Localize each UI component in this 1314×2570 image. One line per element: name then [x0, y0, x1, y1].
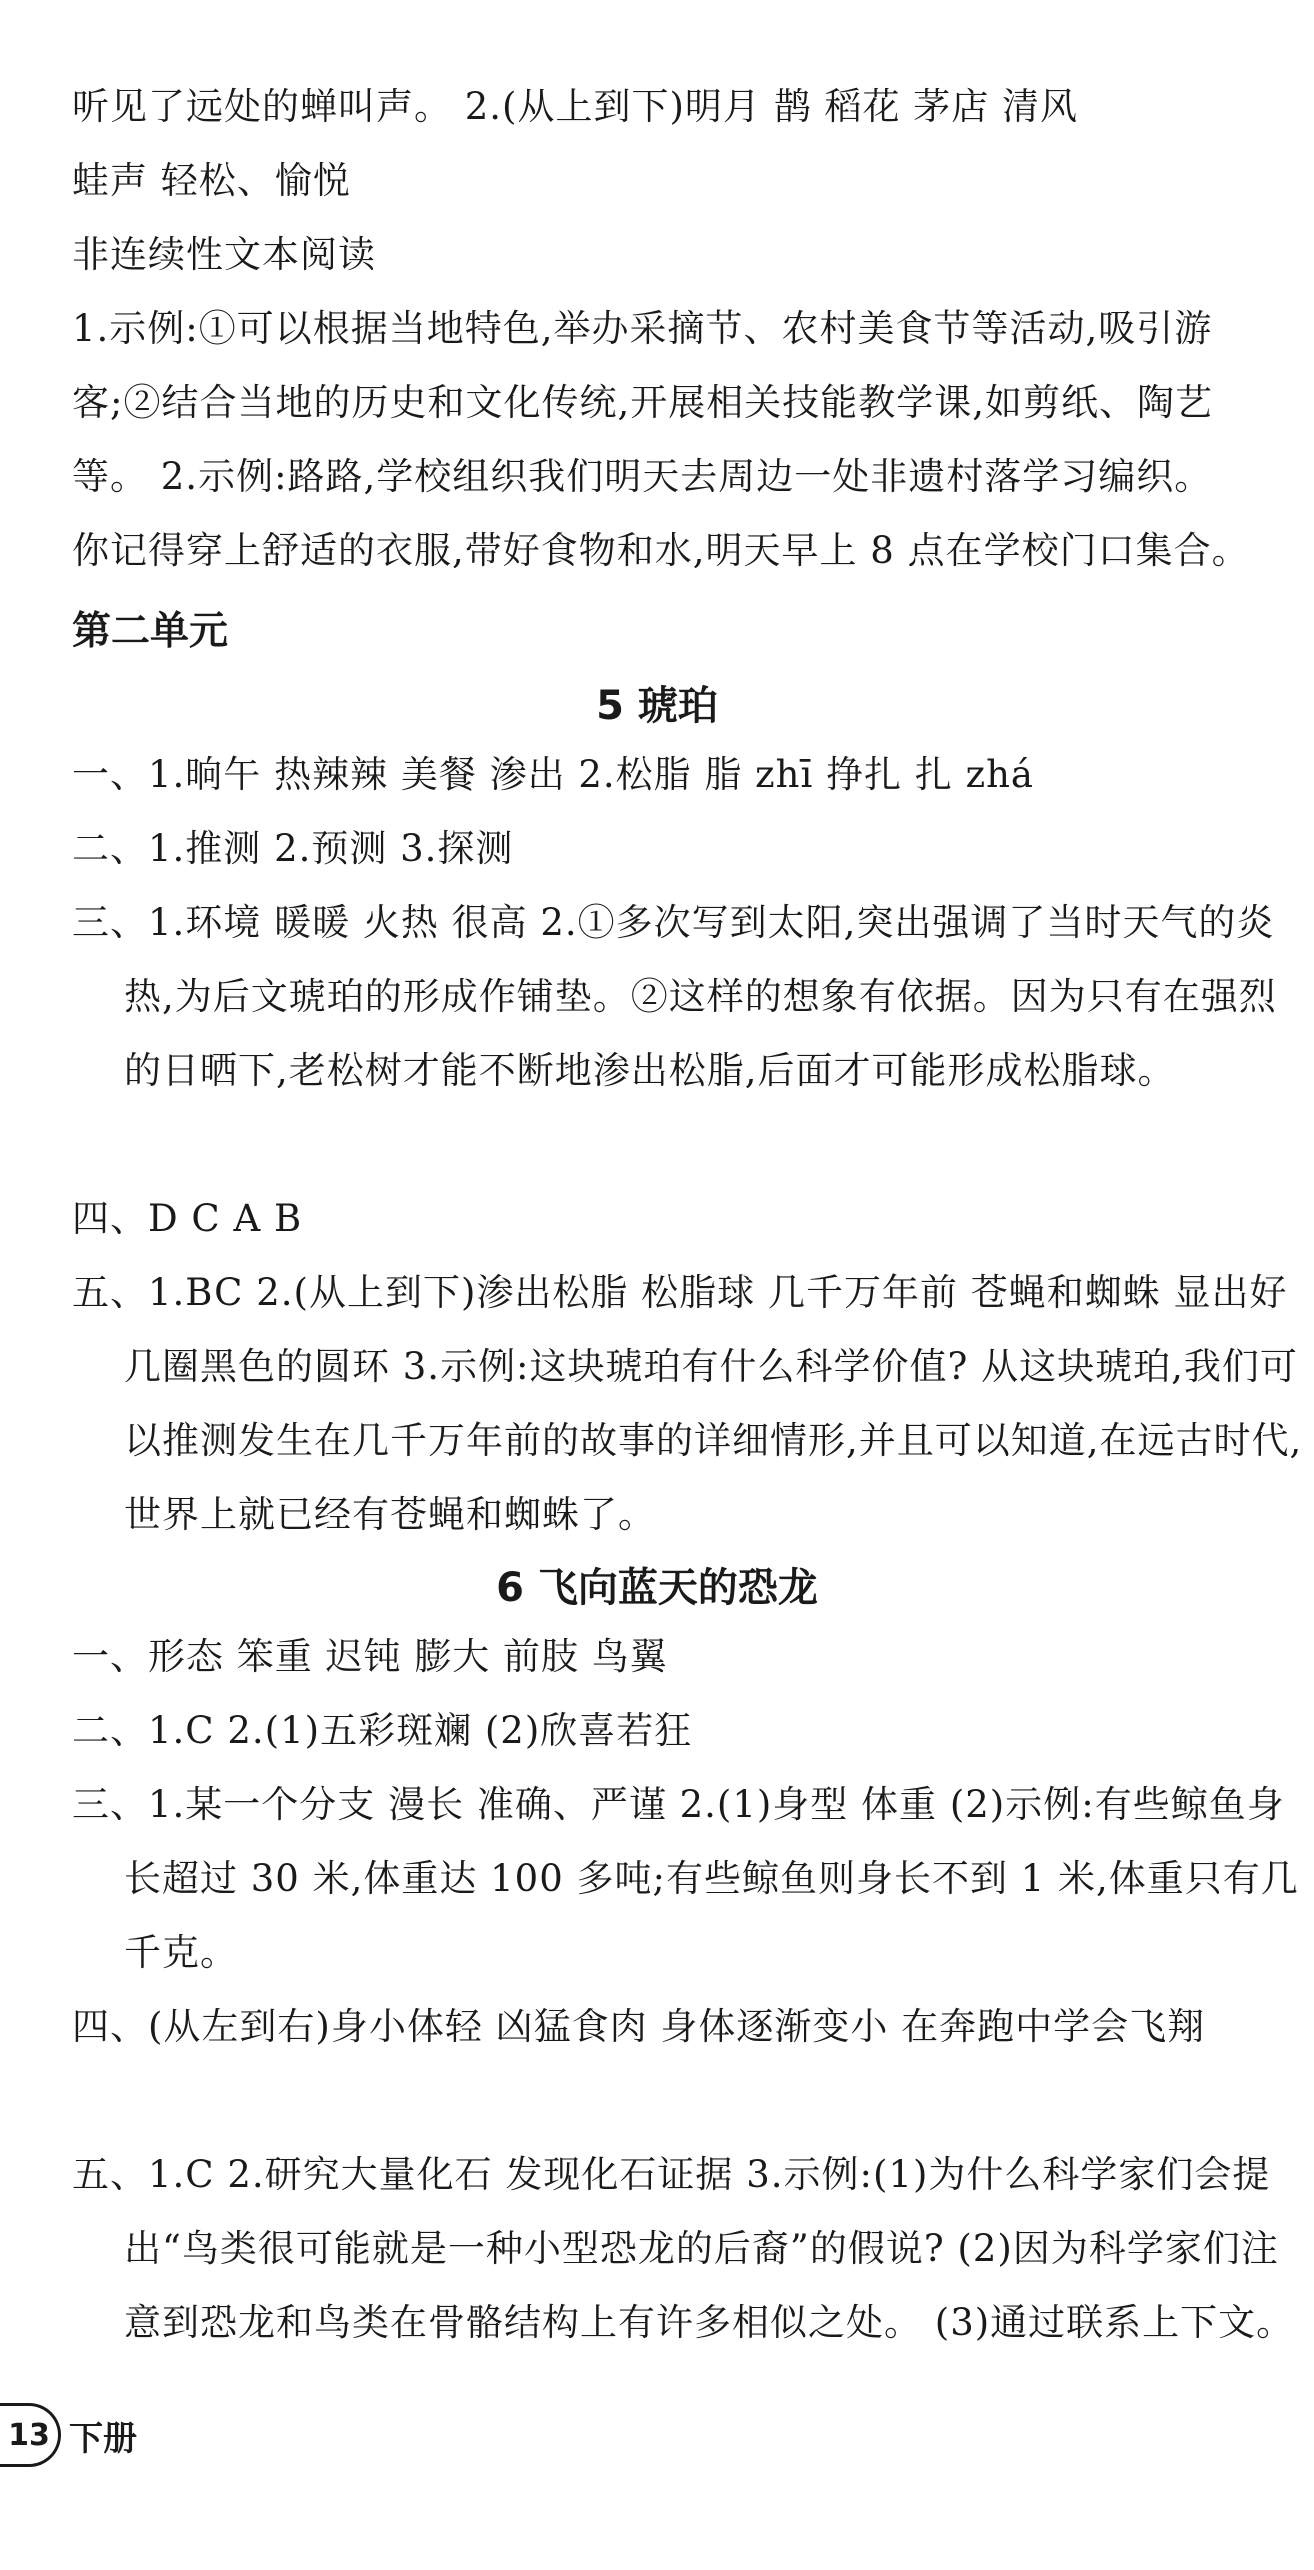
answer-para-1: [72, 70, 1252, 218]
section-subheading: 非连续性文本阅读: [72, 233, 376, 276]
lesson5-item-4: 四、D C A B: [72, 1197, 303, 1240]
lesson6-item-1: 一、形态 笨重 迟钝 膨大 前肢 鸟翼: [72, 1635, 668, 1678]
volume-label: 下册: [69, 2418, 137, 2459]
answer-line: 等。 2.示例:路路,学校组织我们明天去周边一处非遗村落学习编织。: [72, 455, 1213, 498]
lesson5-item-2: 二、1.推测 2.预测 3.探测: [72, 827, 514, 870]
lesson6-item-4: 四、(从左到右)身小体轻 凶猛食肉 身体逐渐变小 在奔跑中学会飞翔: [72, 2005, 1206, 2048]
answer-line: 你记得穿上舒适的衣服,带好食物和水,明天早上 8 点在学校门口集合。: [72, 529, 1250, 572]
answer-line: 蛙声 轻松、愉悦: [72, 159, 351, 202]
page-number-badge: 13: [0, 2403, 61, 2467]
lesson5-item-5: 五、1.BC 2.(从上到下)渗出松脂 松脂球 几千万年前 苍蝇和蜘蛛 显出好几圈黑色的圆环 3.示例:这块琥珀有什么科学价值? 从这块琥珀,我们可以推测发生在几千万年前的故事的详细情形,并且可以知道,在远古时代,世界上就已经有苍蝇和蜘蛛了。: [72, 1271, 1303, 1536]
lesson5-item-1: 一、1.晌午 热辣辣 美餐 渗出 2.松脂 脂 zhī 挣扎 扎 zhá: [72, 753, 1034, 796]
answer-line: 听见了远处的蝉叫声。 2.(从上到下)明月 鹊 稻花 茅店 清风: [72, 85, 1078, 128]
lesson6-item-5: 五、1.C 2.研究大量化石 发现化石证据 3.示例:(1)为什么科学家们会提出“鸟类很可能就是一种小型恐龙的后裔”的假说? (2)因为科学家们注意到恐龙和鸟类在骨骼结构上有许多相似之处。 (3)通过联系上下文。: [72, 2153, 1295, 2344]
lesson-title-5: 5 琥珀: [596, 683, 718, 729]
lesson-title-6: 6 飞向蓝天的恐龙: [496, 1565, 818, 1611]
lesson6-item-3: 三、1.某一个分支 漫长 准确、严谨 2.(1)身型 体重 (2)示例:有些鲸鱼身长超过 30 米,体重达 100 多吨;有些鲸鱼则身长不到 1 米,体重只有几千克。: [72, 1783, 1299, 1974]
answer-line: 客;②结合当地的历史和文化传统,开展相关技能教学课,如剪纸、陶艺: [72, 381, 1213, 424]
unit-heading: 第二单元: [72, 609, 229, 654]
lesson6-item-2: 二、1.C 2.(1)五彩斑斓 (2)欣喜若狂: [72, 1709, 693, 1752]
page-footer: [0, 2400, 137, 2470]
answer-line: 1.示例:①可以根据当地特色,举办采摘节、农村美食节等活动,吸引游: [72, 307, 1213, 350]
answer-para-2: [72, 292, 1252, 588]
lesson5-item-3: 三、1.环境 暖暖 火热 很高 2.①多次写到太阳,突出强调了当时天气的炎热,为后文琥珀的形成作铺垫。②这样的想象有依据。因为只有在强烈的日晒下,老松树才能不断地渗出松脂,后面才可能形成松脂球。: [72, 901, 1277, 1092]
